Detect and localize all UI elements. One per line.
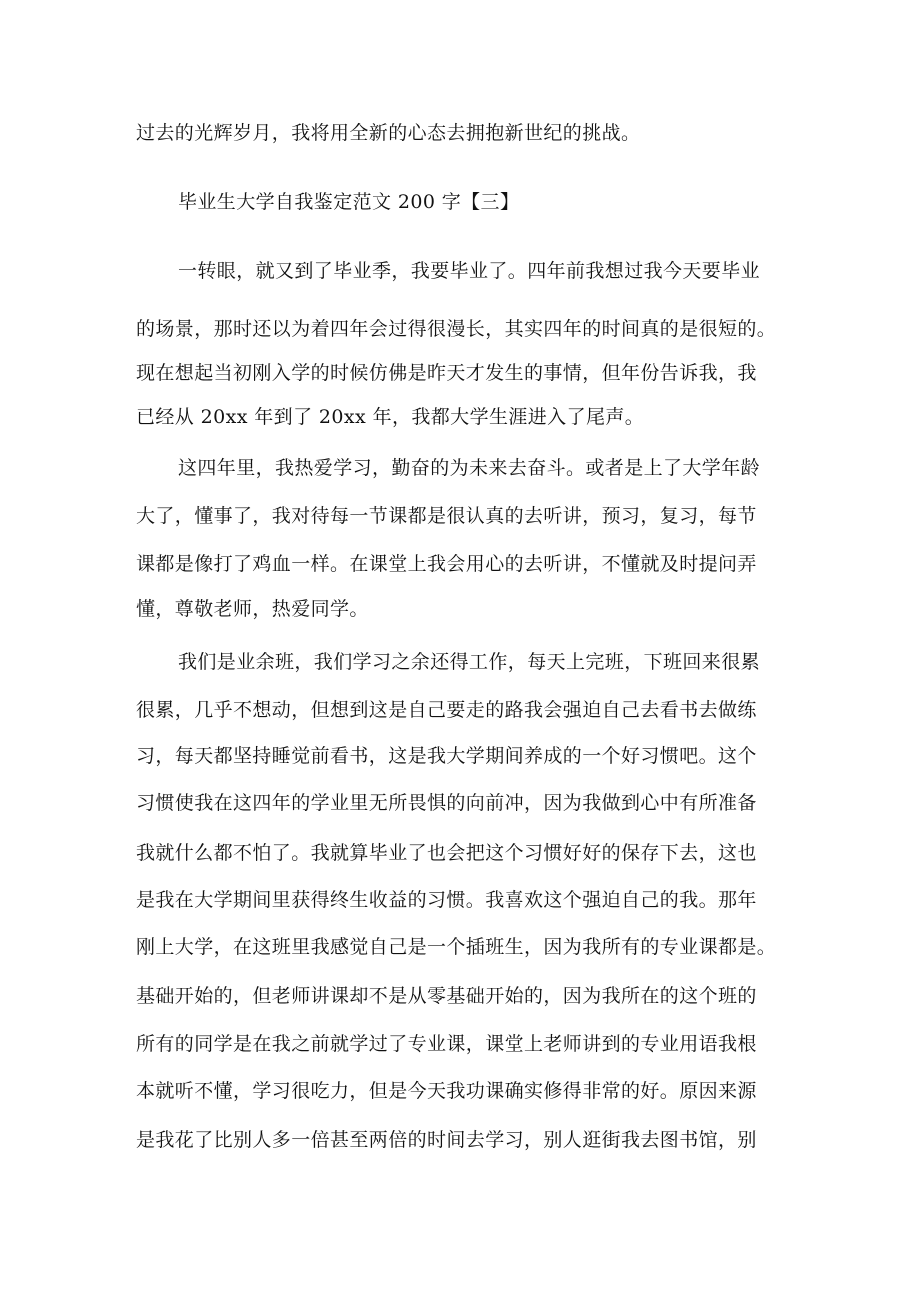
paragraph-line: 很累，几乎不想动，但想到这是自己要走的路我会强迫自己去看书去做练 <box>136 699 757 721</box>
paragraph-line: 一转眼，就又到了毕业季，我要毕业了。四年前我想过我今天要毕业 <box>178 260 761 282</box>
paragraph-line: 习惯使我在这四年的学业里无所畏惧的向前冲，因为我做到心中有所准备 <box>136 792 757 814</box>
paragraph-line: 是我在大学期间里获得终生收益的习惯。我喜欢这个强迫自己的我。那年 <box>136 889 757 911</box>
paragraph-line: 这四年里，我热爱学习，勤奋的为未来去奋斗。或者是上了大学年龄 <box>178 457 761 479</box>
paragraph-line: 所有的同学是在我之前就学过了专业课，课堂上老师讲到的专业用语我根 <box>136 1033 757 1055</box>
paragraph-line: 本就听不懂，学习很吃力，但是今天我功课确实修得非常的好。原因来源 <box>136 1080 757 1102</box>
paragraph-line: 习，每天都坚持睡觉前看书，这是我大学期间养成的一个好习惯吧。这个 <box>136 745 757 767</box>
paragraph-line: 我就什么都不怕了。我就算毕业了也会把这个习惯好好的保存下去，这也 <box>136 842 757 864</box>
paragraph-line: 过去的光辉岁月，我将用全新的心态去拥抱新世纪的挑战。 <box>136 122 641 144</box>
paragraph-line: 是我花了比别人多一倍甚至两倍的时间去学习，别人逛街我去图书馆，别 <box>136 1129 757 1151</box>
paragraph-line: 刚上大学，在这班里我感觉自己是一个插班生，因为我所有的专业课都是。 <box>136 936 777 958</box>
paragraph-line: 懂，尊敬老师，热爱同学。 <box>136 598 369 620</box>
paragraph-line: 我们是业余班，我们学习之余还得工作，每天上完班，下班回来很累 <box>178 651 761 673</box>
paragraph-line: 大了，懂事了，我对待每一节课都是很认真的去听讲，预习，复习，每节 <box>136 505 757 527</box>
section-heading: 毕业生大学自我鉴定范文 200 字【三】 <box>178 191 520 213</box>
paragraph-line: 已经从 20xx 年到了 20xx 年，我都大学生涯进入了尾声。 <box>136 406 645 428</box>
paragraph-line: 基础开始的，但老师讲课却不是从零基础开始的，因为我所在的这个班的 <box>136 985 757 1007</box>
paragraph-line: 现在想起当初刚入学的时候仿佛是昨天才发生的事情，但年份告诉我，我 <box>136 362 757 384</box>
paragraph-line: 的场景，那时还以为着四年会过得很漫长，其实四年的时间真的是很短的。 <box>136 318 777 340</box>
paragraph-line: 课都是像打了鸡血一样。在课堂上我会用心的去听讲，不懂就及时提问弄 <box>136 553 757 575</box>
